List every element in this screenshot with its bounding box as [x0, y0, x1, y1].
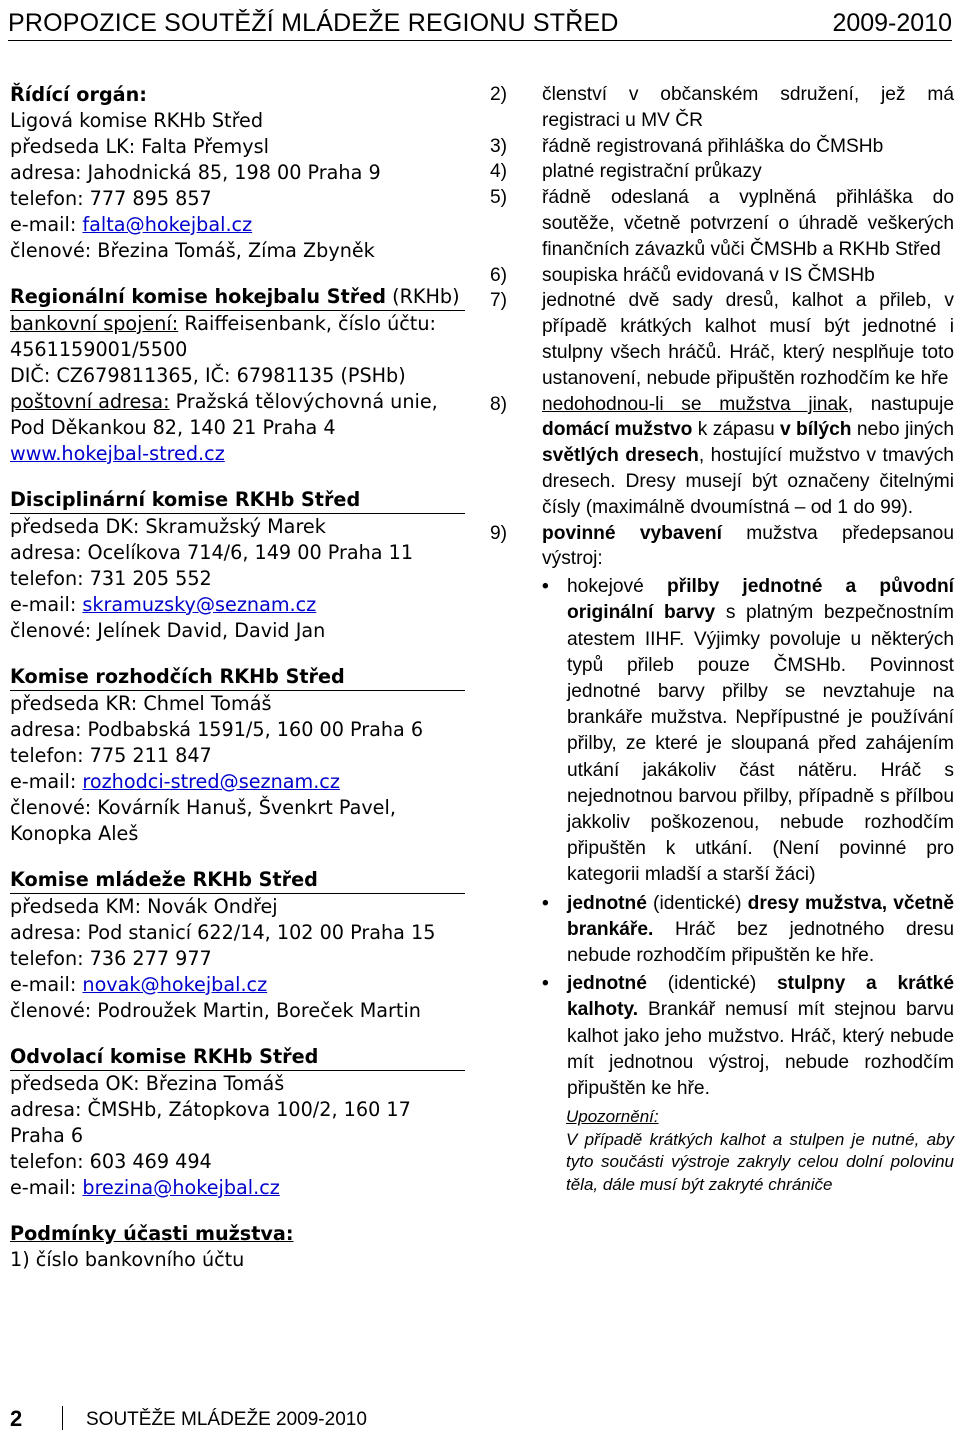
account-number: 4561159001/5500: [10, 338, 188, 361]
item-number: 5): [490, 187, 508, 209]
bullet-text: Hráč bez jednotného dresu nebude rozhodčím připuštěn ke hře.: [567, 918, 954, 966]
ridici-line: Ligová komise RKHb Střed: [10, 109, 264, 132]
condition-item-7: [490, 288, 954, 391]
bullet-text-bold: jednotné: [567, 973, 647, 995]
ridici-email-link[interactable]: falta@hokejbal.cz: [82, 213, 253, 236]
condition-item-1: 1) číslo bankovního účtu: [10, 1248, 245, 1271]
item-text-bold: povinné vybavení: [542, 522, 722, 544]
email-label: e-mail:: [10, 593, 83, 616]
regional-heading-rest: (RKHb): [385, 285, 460, 308]
bullet-text: Brankář nemusí mít stejnou barvu kalhot jako jeho mužstvo. Hráč, který nebude mít jednotnou výstroj, nebude rozhodčím připuštěn ke hře.: [567, 999, 954, 1099]
ref-email-link[interactable]: rozhodci-stred@seznam.cz: [82, 770, 340, 793]
condition-item-9: [490, 521, 954, 573]
left-column: [10, 82, 465, 1273]
disc-chair: předseda DK: Skramužský Marek: [10, 515, 326, 538]
equipment-list: [542, 574, 954, 1102]
bank-rest: Raiffeisenbank, číslo účtu:: [178, 312, 436, 335]
item-number: 8): [490, 393, 508, 415]
item-text: řádně odeslaná a vyplněná přihláška do soutěže, včetně potvrzení o úhradě veškerých finančních závazků vůči ČMSHb a RKHb Střed: [542, 187, 954, 260]
item-number: 2): [490, 84, 508, 105]
web-line: [10, 441, 465, 467]
bullet-text-bold: dresy mužstva, včetně brankáře.: [567, 892, 954, 940]
post-line-2: Pod Děkankou 82, 140 21 Praha 4: [10, 416, 336, 439]
footer-divider: [62, 1406, 63, 1430]
item-number: 6): [490, 264, 508, 286]
bullet-text: (identické): [646, 973, 778, 995]
item-text-bold: světlých dresech: [542, 445, 699, 467]
ref-heading: Komise rozhodčích RKHb Střed: [10, 664, 465, 691]
appeal-email-link[interactable]: brezina@hokejbal.cz: [82, 1176, 280, 1199]
bullet-text: hokejové: [567, 576, 667, 598]
item-text-underlined: nedohodnou-li se mužstva jinak,: [542, 393, 854, 415]
item-text-bold: v bílých: [780, 419, 852, 441]
youth-phone: telefon: 736 277 977: [10, 947, 212, 970]
item-text: soupiska hráčů evidovaná v IS ČMSHb: [542, 264, 875, 286]
ref-address: adresa: Podbabská 1591/5, 160 00 Praha 6: [10, 718, 424, 741]
appeal-heading: Odvolací komise RKHb Střed: [10, 1044, 465, 1071]
email-label: e-mail:: [10, 213, 83, 236]
item-number: 9): [490, 522, 508, 544]
equipment-bullet-shorts: [542, 971, 954, 1102]
bullet-icon: •: [542, 973, 549, 995]
regional-heading: [10, 284, 465, 311]
post-rest: Pražská tělovýchovná unie,: [169, 390, 438, 413]
disc-address: adresa: Ocelíkova 714/6, 149 00 Praha 11: [10, 541, 414, 564]
ridici-line: adresa: Jahodnická 85, 198 00 Praha 9: [10, 161, 381, 184]
bullet-text-bold: přilby jednotné a původní originální barvy: [567, 576, 954, 624]
item-text: platné registrační průkazy: [542, 161, 762, 183]
web-link[interactable]: www.hokejbal-stred.cz: [10, 442, 225, 465]
item-text: k zápasu: [692, 419, 780, 441]
bullet-text-bold: jednotné: [567, 892, 647, 914]
conditions-heading: Podmínky účasti mužstva:: [10, 1222, 294, 1245]
item-text: mužstva předepsanou výstroj:: [542, 522, 954, 570]
ref-email-line: [10, 769, 465, 795]
appeal-chair: předseda OK: Březina Tomáš: [10, 1072, 285, 1095]
regional-heading-bold: Regionální komise hokejbalu Střed: [10, 285, 386, 308]
youth-email-line: [10, 972, 465, 998]
item-number: 4): [490, 161, 508, 183]
condition-item-5: [490, 185, 954, 262]
ref-members-2: Konopka Aleš: [10, 822, 139, 845]
page-number: 2: [10, 1406, 23, 1431]
item-text-bold: domácí mužstvo: [542, 419, 693, 441]
appeal-address-2: Praha 6: [10, 1124, 84, 1147]
header-year: 2009-2010: [832, 9, 952, 37]
item-text: nastupuje: [853, 393, 955, 415]
header-title: PROPOZICE SOUTĚŽÍ MLÁDEŽE REGIONU STŘED: [8, 9, 619, 37]
bullet-icon: •: [542, 892, 549, 914]
disc-email-line: [10, 592, 465, 618]
warning-note: [566, 1106, 954, 1196]
disc-phone: telefon: 731 205 552: [10, 567, 212, 590]
page-header: [8, 6, 952, 41]
ridici-email-line: [10, 212, 465, 238]
condition-item-2: [490, 82, 954, 134]
youth-address: adresa: Pod stanicí 622/14, 102 00 Praha 15: [10, 921, 436, 944]
bank-line: [10, 311, 465, 337]
item-text: řádně registrovaná přihláška do ČMSHb: [542, 135, 884, 157]
bullet-text-bold: stulpny a krátké kalhoty.: [567, 973, 954, 1021]
condition-item-6: [490, 263, 954, 289]
warning-heading: Upozornění:: [566, 1107, 659, 1127]
ridici-line: telefon: 777 895 857: [10, 187, 212, 210]
ref-members: členové: Kovárník Hanuš, Švenkrt Pavel,: [10, 796, 396, 819]
youth-members: členové: Podroužek Martin, Boreček Martin: [10, 999, 421, 1022]
post-label: poštovní adresa:: [10, 390, 170, 413]
bullet-text: (identické): [646, 892, 748, 914]
appeal-address: adresa: ČMSHb, Zátopkova 100/2, 160 17: [10, 1098, 411, 1121]
item-text: jednotné dvě sady dresů, kalhot a přileb, v případě krátkých kalhot musí být jednotné i stulpny všech hráčů. Hráč, který nesplňuje toto ustanovení, nebude připuštěn rozhodčím ke hře: [542, 290, 954, 389]
bullet-text: s platným bezpečnostním atestem IIHF. Výjimky povoluje u některých typů přileb pouze ČMSHb. Povinnost jednotné barvy přilby se nevztahuje na brankáře mužstva. Nepřípustné je používání přilby, ze které je sloupaná před zahájením utkání jakákoliv část nátěru. Hráč s nejednotnou barvou přilby, případně s přílbou jakkoliv poškozenou, nebude rozhodčím připuštěn k utkání. (Není povinné pro kategorii mladší a starší žáci): [567, 602, 954, 886]
bullet-icon: •: [542, 576, 549, 598]
item-number: 3): [490, 135, 508, 157]
disc-heading: Disciplinární komise RKHb Střed: [10, 487, 465, 514]
ref-chair: předseda KR: Chmel Tomáš: [10, 692, 272, 715]
condition-item-8: [490, 392, 954, 521]
youth-heading: Komise mládeže RKHb Střed: [10, 867, 465, 894]
bank-label: bankovní spojení:: [10, 312, 179, 335]
email-label: e-mail:: [10, 973, 83, 996]
item-text: nebo jiných: [851, 419, 954, 441]
youth-email-link[interactable]: novak@hokejbal.cz: [82, 973, 268, 996]
disc-members: členové: Jelínek David, David Jan: [10, 619, 326, 642]
disc-email-link[interactable]: skramuzsky@seznam.cz: [82, 593, 317, 616]
item-text: , hostující mužstvo v tmavých dresech. Dresy musejí být označeny čitelnými čísly (maximálně dvoumístná – od 1 do 99).: [542, 445, 954, 518]
appeal-phone: telefon: 603 469 494: [10, 1150, 212, 1173]
dic-line: DIČ: CZ679811365, IČ: 67981135 (PSHb): [10, 364, 406, 387]
item-text: členství v občanském sdružení, jež má registraci u MV ČR: [542, 84, 954, 131]
condition-item-4: [490, 159, 954, 185]
appeal-email-line: [10, 1175, 465, 1201]
right-column: [490, 82, 954, 1196]
equipment-bullet-helmets: [542, 574, 954, 888]
equipment-bullet-jerseys: [542, 891, 954, 970]
ridici-line: předseda LK: Falta Přemysl: [10, 135, 269, 158]
item-number: 7): [490, 290, 508, 312]
post-line: [10, 389, 465, 415]
ridici-members: členové: Březina Tomáš, Zíma Zbyněk: [10, 239, 375, 262]
email-label: e-mail:: [10, 1176, 83, 1199]
condition-item-3: [490, 134, 954, 160]
youth-chair: předseda KM: Novák Ondřej: [10, 895, 278, 918]
ref-phone: telefon: 775 211 847: [10, 744, 212, 767]
warning-text: V případě krátkých kalhot a stulpen je nutné, aby tyto součásti výstroje zakryly celou dolní polovinu těla, dále musí být zakryté chrániče: [566, 1129, 954, 1194]
email-label: e-mail:: [10, 770, 83, 793]
footer-text: SOUTĚŽE MLÁDEŽE 2009-2010: [86, 1409, 367, 1430]
ridici-heading: Řídící orgán:: [10, 83, 147, 106]
